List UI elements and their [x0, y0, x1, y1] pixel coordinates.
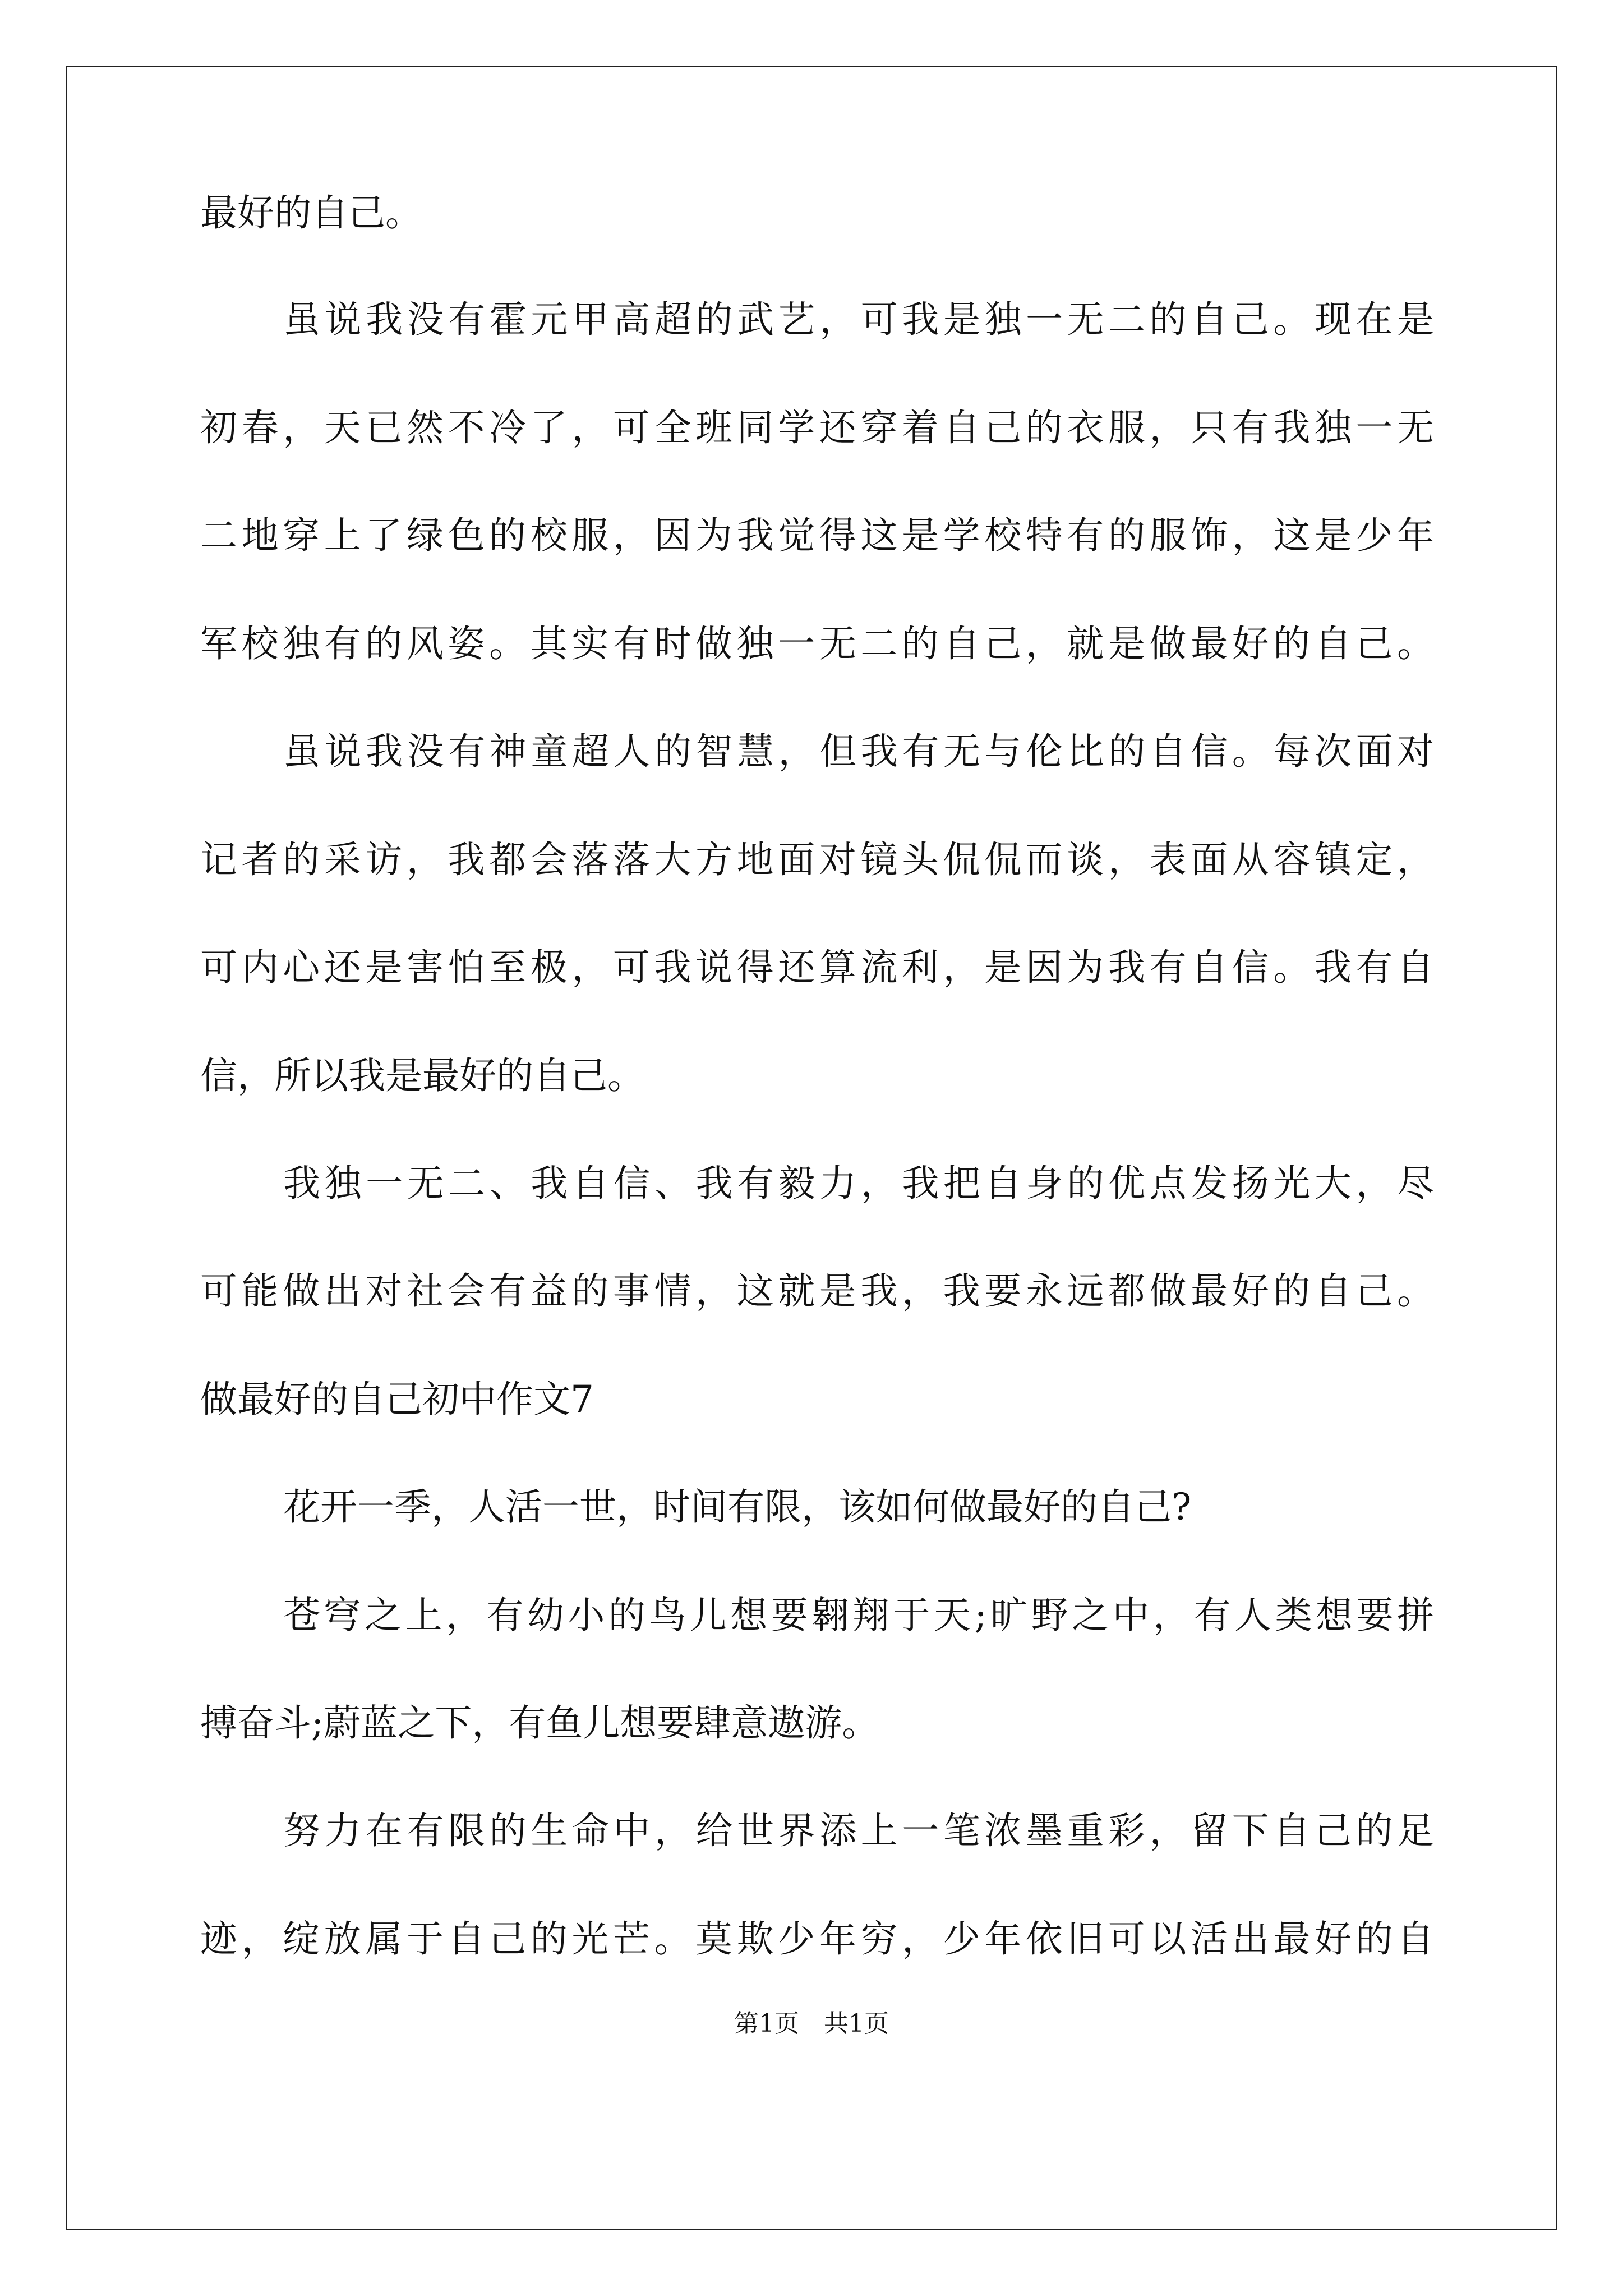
section-heading: 做最好的自己初中作文7	[200, 1378, 594, 1421]
text-line: 可能做出对社会有益的事情，这就是我，我要永远都做最好的自己。	[200, 1269, 1434, 1313]
text-line: 可内心还是害怕至极，可我说得还算流利，是因为我有自信。我有自	[200, 946, 1434, 989]
text-line: 虽说我没有神童超人的智慧，但我有无与伦比的自信。每次面对	[283, 730, 1434, 773]
text-line: 努力在有限的生命中，给世界添上一笔浓墨重彩，留下自己的足	[283, 1809, 1434, 1852]
text-line: 信，所以我是最好的自己。	[200, 1054, 644, 1097]
text-line: 我独一无二、我自信、我有毅力，我把自身的优点发扬光大，尽	[283, 1162, 1434, 1205]
text-line: 最好的自己。	[200, 191, 422, 234]
text-line: 二地穿上了绿色的校服，因为我觉得这是学校特有的服饰，这是少年	[200, 514, 1434, 557]
text-line: 花开一季，人活一世，时间有限，该如何做最好的自己?	[283, 1485, 1192, 1529]
text-line: 记者的采访，我都会落落大方地面对镜头侃侃而谈，表面从容镇定，	[200, 838, 1434, 881]
text-line: 初春，天已然不冷了，可全班同学还穿着自己的衣服，只有我独一无	[200, 406, 1434, 449]
text-line: 迹，绽放属于自己的光芒。莫欺少年穷，少年依旧可以活出最好的自	[200, 1917, 1434, 1961]
text-line: 苍穹之上，有幼小的鸟儿想要翱翔于天;旷野之中，有人类想要拼	[283, 1594, 1434, 1637]
text-line: 军校独有的风姿。其实有时做独一无二的自己，就是做最好的自己。	[200, 622, 1434, 665]
page-footer: 第1页 共1页	[734, 2009, 889, 2038]
page-border	[66, 66, 1557, 2230]
text-line: 虽说我没有霍元甲高超的武艺，可我是独一无二的自己。现在是	[283, 298, 1434, 341]
text-line: 搏奋斗;蔚蓝之下，有鱼儿想要肆意遨游。	[200, 1701, 879, 1745]
